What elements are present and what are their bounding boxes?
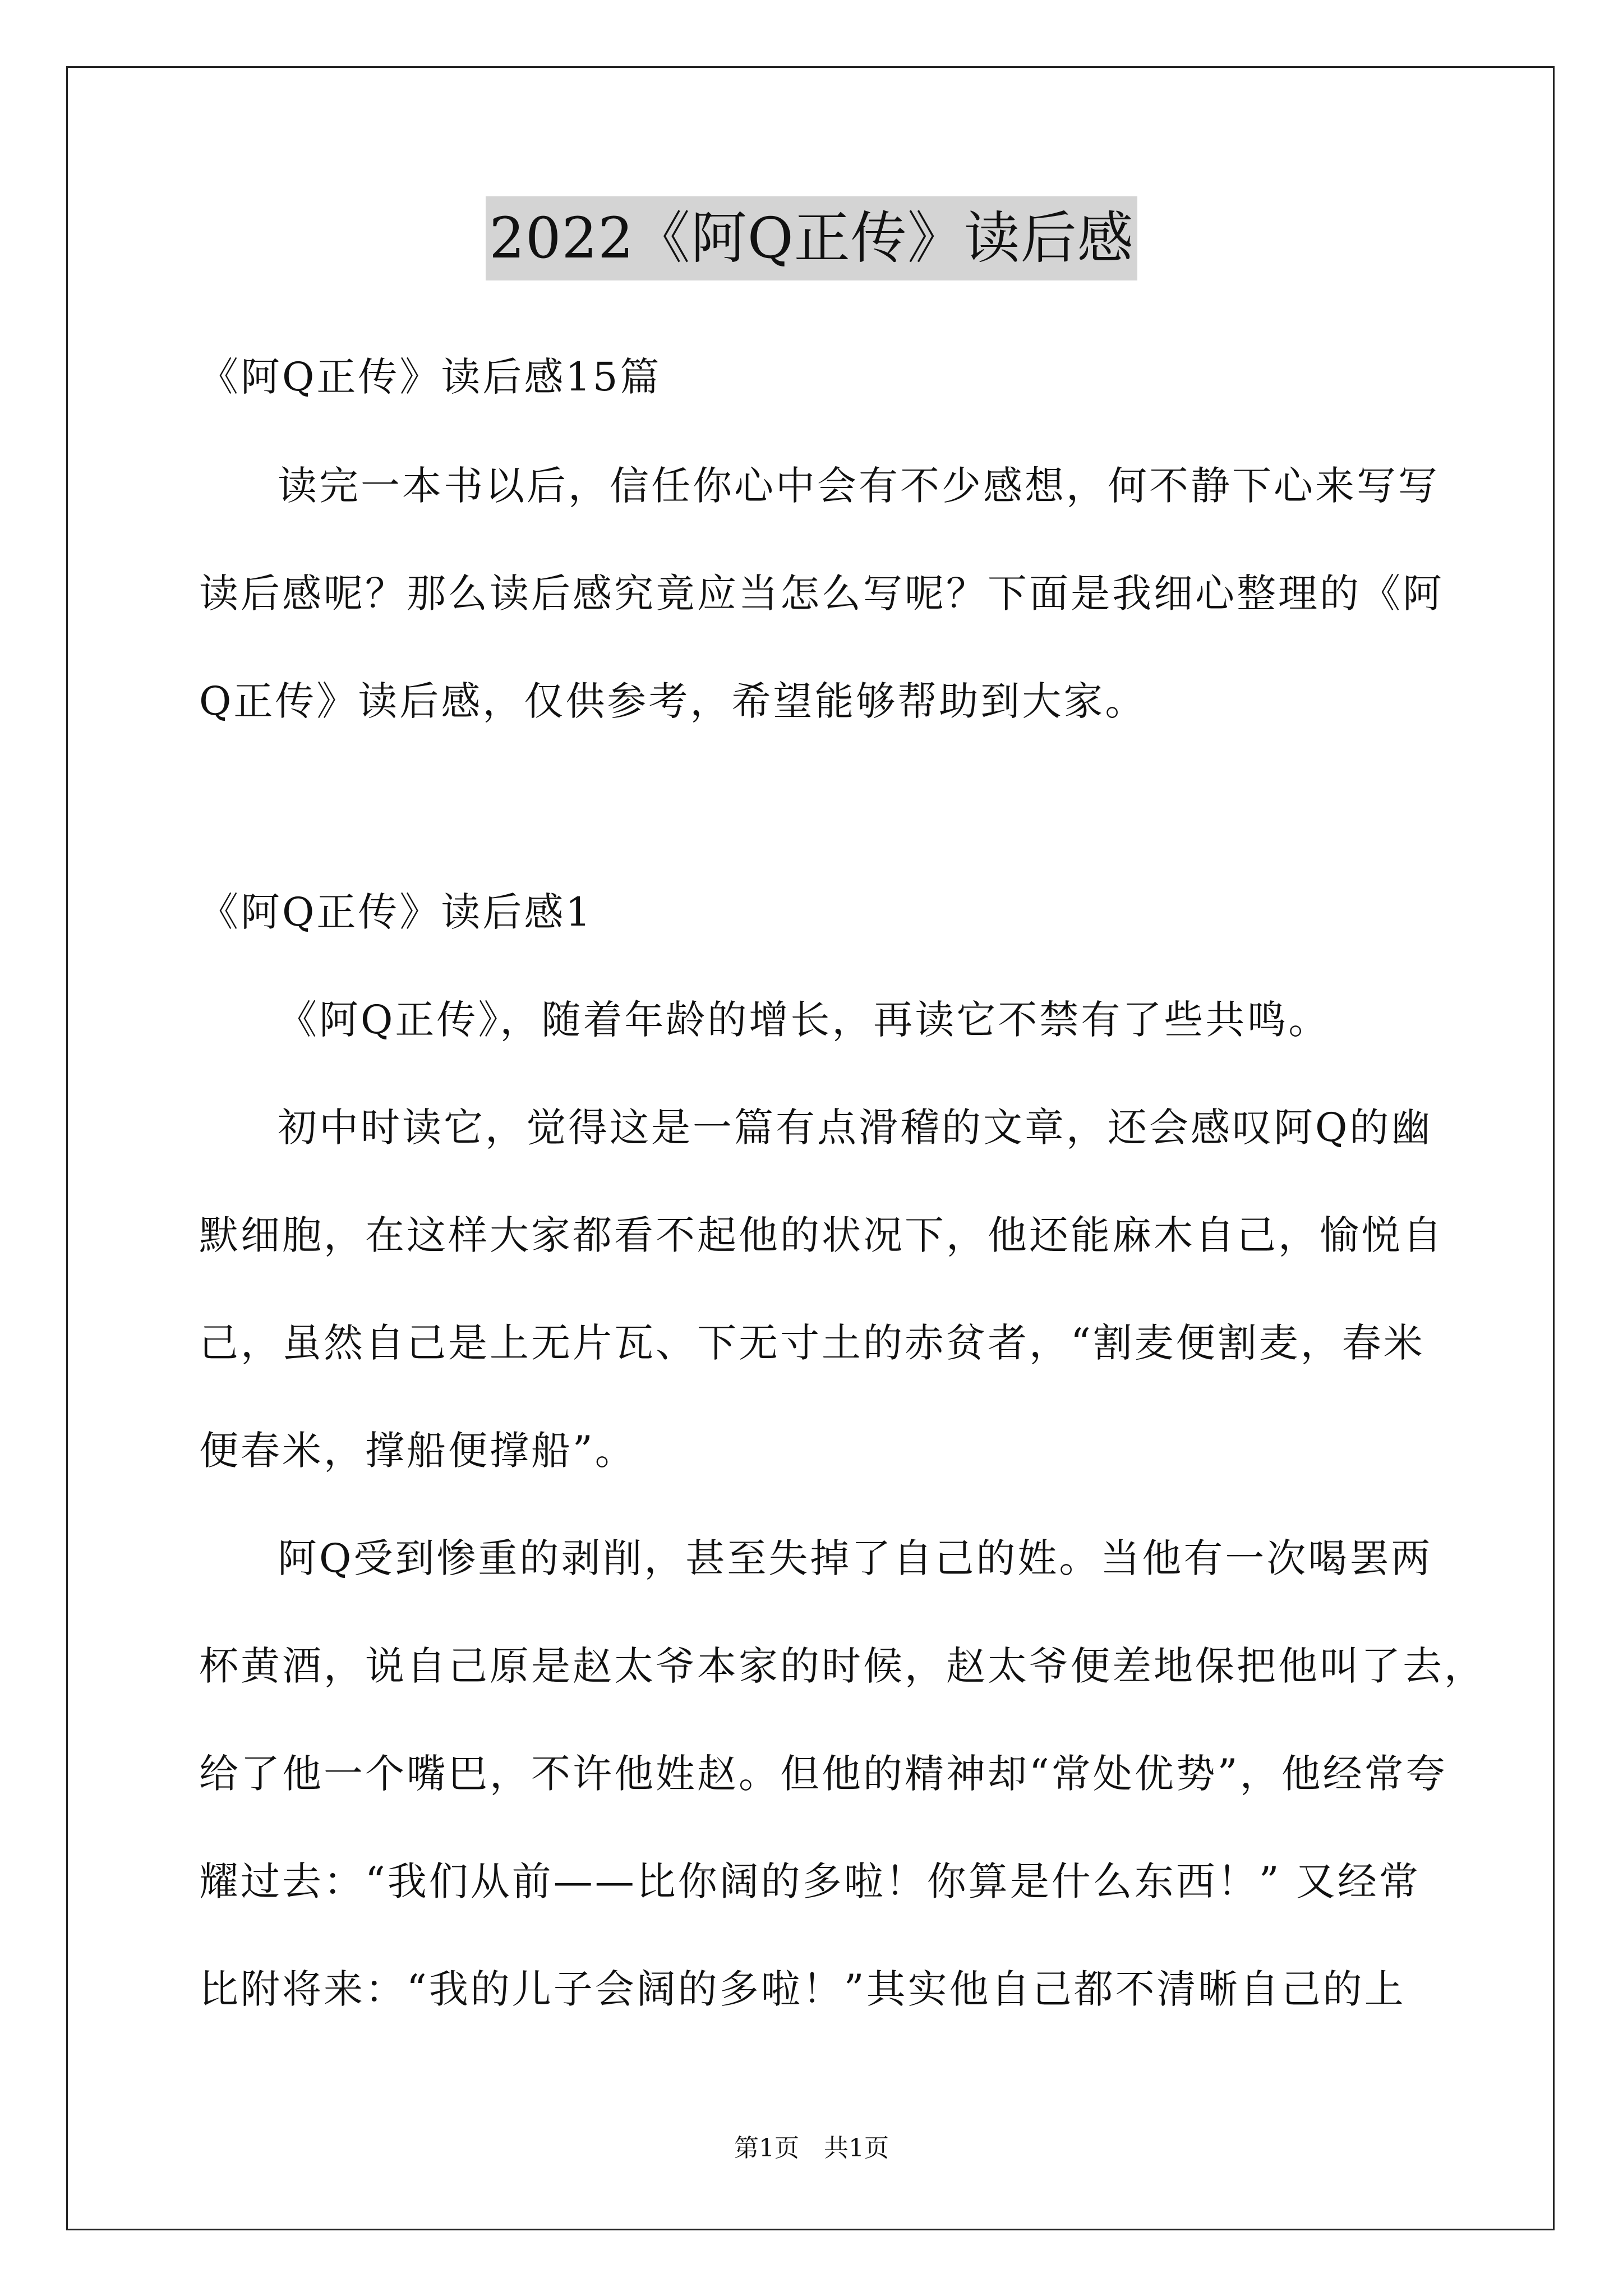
paragraph-line: 耀过去：“我们从前——比你阔的多啦！你算是什么东西！” 又经常 [199, 1858, 1421, 1904]
title-container [0, 196, 1623, 280]
paragraph-line: 阿Q受到惨重的剥削，甚至失掉了自己的姓。当他有一次喝罢两 [278, 1535, 1433, 1581]
paragraph-line: 默细胞，在这样大家都看不起他的状况下，他还能麻木自己，愉悦自 [199, 1212, 1444, 1258]
paragraph-line: 便春米，撑船便撑船”。 [199, 1428, 637, 1474]
page-number-footer: 第1页 共1页 [734, 2134, 889, 2162]
paragraph-line: 己，虽然自己是上无片瓦、下无寸土的赤贫者，“割麦便割麦，春米 [199, 1320, 1425, 1366]
paragraph-line: 《阿Q正传》，随着年龄的增长，再读它不禁有了些共鸣。 [278, 997, 1330, 1043]
paragraph-line: 读后感呢？那么读后感究竟应当怎么写呢？下面是我细心整理的《阿 [199, 570, 1444, 616]
paragraph-line: 比附将来：“我的儿子会阔的多啦！”其实他自己都不清晰自己的上 [199, 1966, 1406, 2012]
subtitle-line: 《阿Q正传》读后感15篇 [199, 354, 662, 400]
paragraph-line: 给了他一个嘴巴，不许他姓赵。但他的精神却“常处优势”，他经常夸 [199, 1751, 1447, 1797]
document-title: 2022《阿Q正传》读后感 [486, 196, 1137, 280]
paragraph-line: 读完一本书以后，信任你心中会有不少感想，何不静下心来写写 [278, 463, 1440, 509]
section-heading: 《阿Q正传》读后感1 [199, 889, 593, 935]
paragraph-line: 杯黄酒，说自己原是赵太爷本家的时候，赵太爷便差地保把他叫了去， [199, 1643, 1486, 1689]
paragraph-line: 初中时读它，觉得这是一篇有点滑稽的文章，还会感叹阿Q的幽 [278, 1105, 1433, 1151]
paragraph-line: Q正传》读后感，仅供参考，希望能够帮助到大家。 [199, 678, 1147, 724]
